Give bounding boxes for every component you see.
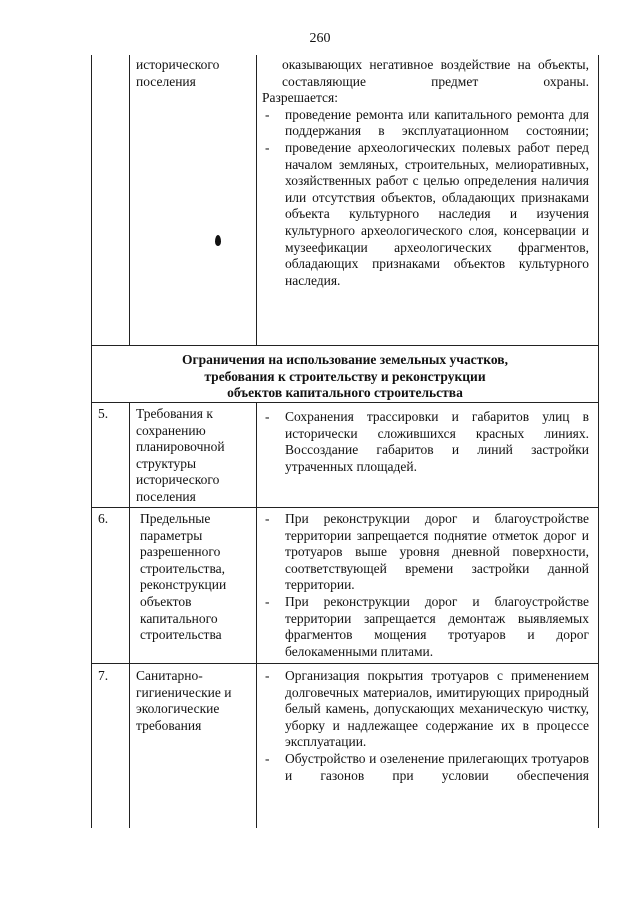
table-border-right xyxy=(598,55,599,828)
row-number: 5. xyxy=(98,406,109,421)
list-item: - Организация покрытия тротуаров с применением долговечных материалов, имитирующих природный белый камень, допускающих механическую чистку, уборку и надлежащее содержание их в процессе эксплуатации. xyxy=(265,668,589,750)
row-name: Санитарно-гигиенические и экологические требования xyxy=(136,668,232,733)
ink-blot xyxy=(215,235,221,246)
column-divider-2b xyxy=(256,402,257,828)
list-item: - проведение ремонта или капитального ремонта для поддержания в эксплуатационном состоянии; xyxy=(265,106,589,139)
row-number: 6. xyxy=(98,511,109,526)
row-divider xyxy=(91,663,599,664)
row0-continued-text: оказывающих негативное воздействие на объекты, составляющие предмет охраны. xyxy=(282,57,589,89)
list-item: - Обустройство и озеленение прилегающих тротуаров и газонов при условии обеспечения xyxy=(265,750,589,783)
list-item: - Сохранения трассировки и габаритов улиц в исторически сложившихся красных линиях. Воссоздание габаритов и линий застройки утраченных площадей. xyxy=(265,409,589,474)
row0-allowed-label: Разрешается: xyxy=(262,90,338,106)
row-name: Предельные параметры разрешенного строительства, реконструкции объектов капитального строительства xyxy=(140,511,227,643)
section-header: Ограничения на использование земельных участков, требования к строительству и реконструкции объектов капитального строительства xyxy=(182,352,508,401)
row-content xyxy=(262,511,589,660)
row0-name: исторического поселения xyxy=(136,57,220,89)
list-item: - При реконструкции дорог и благоустройстве территории запрещается демонтаж выявляемых фрагментов мощения тротуаров и дорог белокаменными плитами. xyxy=(265,593,589,659)
row-divider xyxy=(91,507,599,508)
row-divider xyxy=(91,402,599,403)
page-number: 260 xyxy=(309,31,331,46)
row-divider xyxy=(91,345,599,346)
list-item: - проведение археологических полевых работ перед началом земляных, строительных, мелиоративных, хозяйственных работ с целью определения наличия или отсутствия объектов, обладающих признаками объекта культурного наследия и изучения культурного археологического слоя, консервации и музеефикации археологических фрагментов, обладающих признаками объектов культурного наследия. xyxy=(265,139,589,288)
column-divider-2 xyxy=(256,55,257,345)
row-content xyxy=(262,409,589,475)
table-border-left xyxy=(91,55,92,828)
row-content xyxy=(262,668,589,784)
row-name: Требования к сохранению планировочной структуры исторического поселения xyxy=(136,406,225,504)
column-divider-1 xyxy=(129,55,130,345)
row-number: 7. xyxy=(98,668,109,683)
list-item: - При реконструкции дорог и благоустройстве территории запрещается поднятие отметок дорог и тротуаров выше уровня дневной поверхности, соответствующей времени застройки данной территории. xyxy=(265,511,589,593)
column-divider-1b xyxy=(129,402,130,828)
row0-content xyxy=(262,57,589,289)
